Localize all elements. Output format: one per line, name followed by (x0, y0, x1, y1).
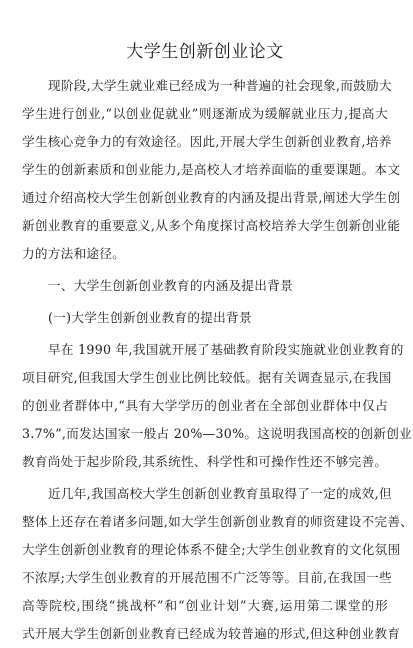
heading-text: (一)大学生创新创业教育的提出背景 (48, 310, 252, 325)
text-line: 高等院校,围绕“挑战杯”和“创业计划”大赛,运用第二课堂的形 (22, 598, 388, 613)
text-line: 现阶段,大学生就业难已经成为一种普遍的社会现象,而鼓励大 (48, 78, 392, 93)
text-line: 整体上还存在着诸多问题,如大学生创新创业教育的师资建设不完善、 (22, 514, 413, 529)
text-line: 学生的创新素质和创业能力,是高校人才培养面临的重要课题。本文 (22, 162, 401, 177)
text-line: 不浓厚;大学生创业教育的开展范围不广泛等等。目前,在我国一些 (22, 570, 392, 585)
body-paragraph (22, 480, 413, 648)
text-line: 新创业教育的重要意义,从多个角度探讨高校培养大学生创新创业能 (22, 218, 401, 233)
text-line: 早在 1990 年,我国就开展了基础教育阶段实施就业创业教育的 (48, 342, 404, 357)
document-title: 大学生创新创业论文 (126, 42, 284, 62)
section-heading (22, 272, 388, 300)
heading-text: 一、大学生创新创业教育的内涵及提出背景 (48, 278, 293, 293)
text-line: 通过介绍高校大学生创新创业教育的内涵及提出背景,阐述大学生创 (22, 190, 401, 205)
text-line: 式开展大学生创新创业教育已经成为较普遍的形式,但这种创业教育 (22, 626, 401, 641)
text-line: 的创业者群体中,“具有大学学历的创业者在全部创业群体中仅占 (22, 398, 388, 413)
text-line: 近几年,我国高校大学生创新创业教育虽取得了一定的成效,但 (48, 486, 392, 501)
intro-paragraph (22, 72, 401, 268)
body-paragraph (22, 336, 412, 476)
text-line: 力的方法和途径。 (22, 246, 126, 261)
subsection-heading (22, 304, 388, 332)
text-line: 学生进行创业,“以创业促就业”则逐渐成为缓解就业压力,提高大 (22, 106, 388, 121)
text-line: 学生核心竞争力的有效途径。因此,开展大学生创新创业教育,培养 (22, 134, 392, 149)
text-line: 3.7%”,而发达国家一般占 20%—30%。这说明我国高校的创新创业 (22, 426, 412, 441)
text-line: 项目研究,但我国大学生创业比例比较低。据有关调查显示,在我国 (22, 370, 392, 385)
text-line: 教育尚处于起步阶段,其系统性、科学性和可操作性还不够完善。 (22, 454, 388, 469)
text-line: 大学生创新创业教育的理论体系不健全;大学生创业教育的文化氛围 (22, 542, 401, 557)
